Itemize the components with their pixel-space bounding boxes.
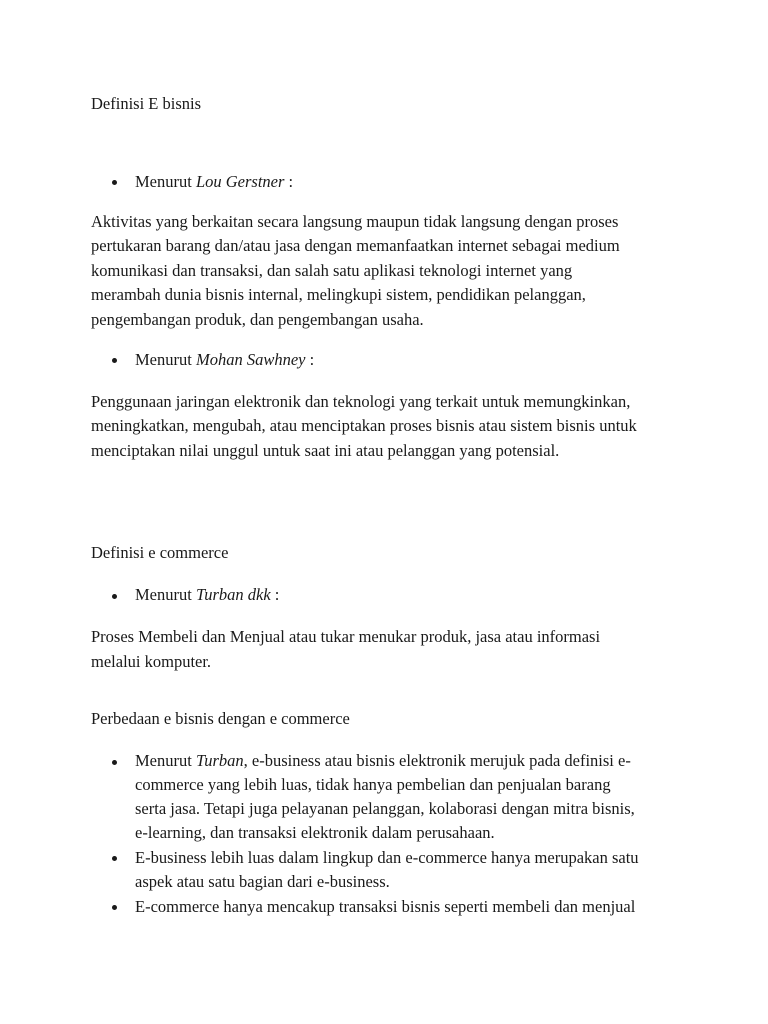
paragraph-line: meningkatkan, mengubah, atau menciptakan proses bisnis atau sistem bisnis untuk [91, 416, 637, 435]
list-item-line: commerce yang lebih luas, tidak hanya pembelian dan penjualan barang [135, 775, 611, 794]
bullet-lou-gerstner [135, 170, 293, 195]
list-item-line: E-commerce hanya mencakup transaksi bisnis seperti membeli dan menjual [135, 897, 636, 916]
paragraph-line: menciptakan nilai unggul untuk saat ini atau pelanggan yang potensial. [91, 441, 560, 460]
list-item-line: serta jasa. Tetapi juga pelayanan pelanggan, kolaborasi dengan mitra bisnis, [135, 799, 635, 818]
paragraph-line: Penggunaan jaringan elektronik dan teknologi yang terkait untuk memungkinkan, [91, 392, 631, 411]
bullet-prefix: Menurut [135, 585, 196, 604]
paragraph-line: pertukaran barang dan/atau jasa dengan memanfaatkan internet sebagai medium [91, 236, 620, 255]
heading-definisi-ecommerce: Definisi e commerce [91, 543, 229, 562]
list-item-text: , e-business atau bisnis elektronik merujuk pada definisi e- [243, 751, 631, 770]
list-item-line: aspek atau satu bagian dari e-business. [135, 872, 390, 891]
paragraph-line: melalui komputer. [91, 652, 212, 671]
bullet-dot [112, 856, 117, 861]
bullet-dot [112, 760, 117, 765]
bullet-suffix: : [305, 350, 315, 369]
author-name: Mohan Sawhney [195, 350, 306, 369]
bullet-dot [112, 594, 117, 599]
bullet-mohan-sawhney [135, 348, 314, 373]
list-item-line: E-business lebih luas dalam lingkup dan e-commerce hanya merupakan satu [135, 848, 639, 867]
heading-perbedaan: Perbedaan e bisnis dengan e commerce [91, 709, 350, 728]
author-name: Lou Gerstner [195, 172, 285, 191]
heading-definisi-ebisnis: Definisi E bisnis [91, 94, 201, 113]
bullet-suffix: : [284, 172, 294, 191]
paragraph-line: merambah dunia bisnis internal, melingkupi sistem, pendidikan pelanggan, [91, 285, 586, 304]
bullet-dot [112, 358, 117, 363]
bullet-prefix: Menurut [135, 350, 196, 369]
bullet-turban-dkk [135, 583, 279, 608]
paragraph-line: komunikasi dan transaksi, dan salah satu aplikasi teknologi internet yang [91, 261, 573, 280]
list-item-turban [135, 749, 631, 774]
author-name: Turban [195, 751, 244, 770]
paragraph-line: Proses Membeli dan Menjual atau tukar menukar produk, jasa atau informasi [91, 627, 601, 646]
bullet-prefix: Menurut [135, 751, 196, 770]
bullet-prefix: Menurut [135, 172, 196, 191]
paragraph-line: Aktivitas yang berkaitan secara langsung maupun tidak langsung dengan proses [91, 212, 619, 231]
paragraph-line: pengembangan produk, dan pengembangan usaha. [91, 310, 424, 329]
author-name: Turban dkk [195, 585, 271, 604]
bullet-dot [112, 180, 117, 185]
list-item-line: e-learning, dan transaksi elektronik dalam perusahaan. [135, 823, 495, 842]
bullet-dot [112, 905, 117, 910]
bullet-suffix: : [270, 585, 280, 604]
